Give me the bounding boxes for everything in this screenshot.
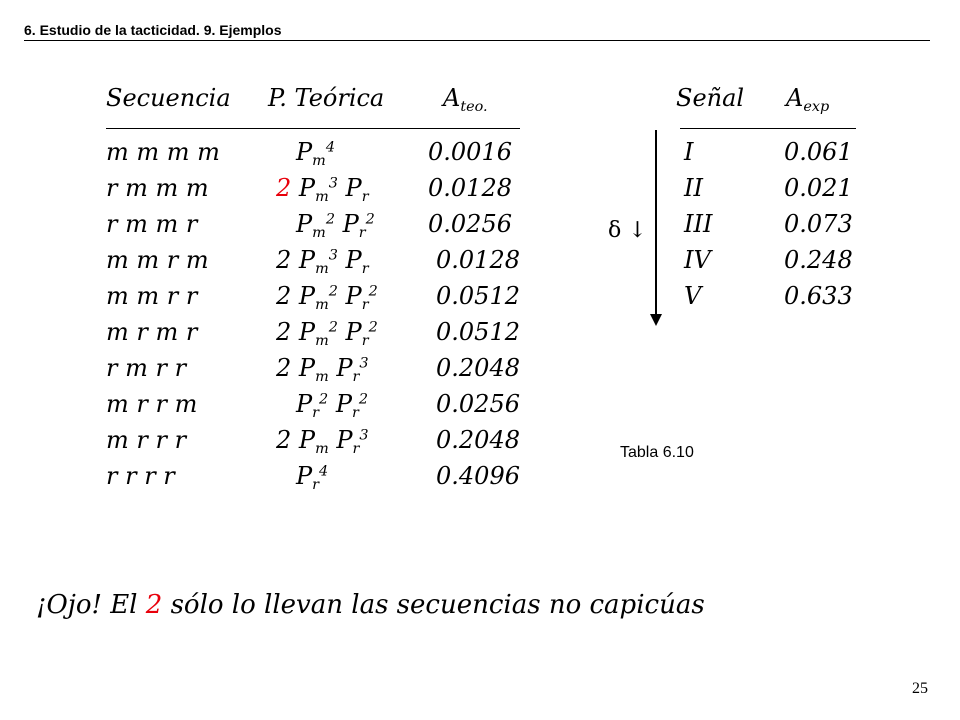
probability-cell bbox=[276, 354, 369, 386]
signal-label: I bbox=[684, 138, 694, 166]
down-arrow-icon bbox=[655, 130, 657, 316]
prob-term-1-sub: r bbox=[312, 477, 320, 494]
sequence-cell: r m r r bbox=[106, 354, 187, 382]
theoretical-value: 0.0256 bbox=[436, 390, 520, 418]
prob-term-1-exp: 4 bbox=[319, 463, 329, 480]
theoretical-value: 0.2048 bbox=[436, 354, 520, 382]
prob-term-2: P bbox=[336, 354, 353, 382]
probability-cell bbox=[276, 246, 369, 278]
signal-label: IV bbox=[684, 246, 711, 274]
prob-term-2-exp: 2 bbox=[368, 319, 378, 336]
signal-label: II bbox=[684, 174, 703, 202]
delta-label: δ ↓ bbox=[608, 218, 647, 243]
probability-cell bbox=[296, 210, 375, 242]
sequence-cell: m m r r bbox=[106, 282, 198, 310]
signal-value: 0.633 bbox=[784, 282, 853, 310]
prob-term-1-sub: m bbox=[315, 189, 329, 206]
prob-term-2-exp: 2 bbox=[358, 391, 369, 408]
a-theo-base: A bbox=[443, 84, 461, 112]
page-number: 25 bbox=[912, 680, 928, 697]
probability-cell bbox=[296, 462, 329, 494]
prob-term-1-exp: 2 bbox=[328, 319, 338, 336]
prob-term-1-sub: r bbox=[312, 405, 320, 422]
theoretical-value: 0.0128 bbox=[428, 174, 512, 202]
coefficient: 2 bbox=[276, 426, 292, 454]
prob-term-2-sub: r bbox=[358, 225, 366, 242]
prob-term-1: P bbox=[296, 390, 313, 418]
footnote-after: sólo lo llevan las secuencias no capicúas bbox=[162, 590, 705, 620]
theoretical-value: 0.0128 bbox=[436, 246, 520, 274]
prob-term-2: P bbox=[345, 282, 362, 310]
prob-term-1: P bbox=[298, 282, 316, 310]
theoretical-value: 0.0016 bbox=[428, 138, 512, 166]
prob-term-2: P bbox=[342, 210, 359, 238]
signal-label: III bbox=[684, 210, 713, 238]
prob-term-1-sub: m bbox=[315, 261, 329, 278]
a-exp-sub: exp bbox=[803, 99, 830, 116]
prob-term-1: P bbox=[298, 354, 316, 382]
theoretical-value: 0.0512 bbox=[436, 318, 520, 346]
arrow-head-icon bbox=[650, 314, 662, 326]
probability-cell bbox=[276, 282, 378, 314]
footnote-highlight: 2 bbox=[145, 590, 163, 620]
signal-value: 0.073 bbox=[784, 210, 853, 238]
sequence-cell: m m m m bbox=[106, 138, 220, 166]
prob-term-1-sub: m bbox=[312, 225, 326, 242]
prob-term-2-sub: r bbox=[361, 261, 369, 278]
slide-header: 6. Estudio de la tacticidad. 9. Ejemplos bbox=[24, 22, 282, 38]
prob-term-1-exp: 2 bbox=[328, 283, 338, 300]
sequence-cell: m m r m bbox=[106, 246, 209, 274]
signal-label: V bbox=[684, 282, 702, 310]
probability-cell bbox=[276, 174, 369, 206]
coefficient: 2 bbox=[276, 174, 292, 202]
col-header-p-theory: P. Teórica bbox=[268, 84, 385, 112]
a-theo-sub: teo. bbox=[460, 99, 488, 116]
prob-term-2-exp: 3 bbox=[359, 355, 369, 372]
prob-term-1-exp: 4 bbox=[325, 139, 335, 156]
coefficient: 2 bbox=[276, 282, 292, 310]
footnote-before: ¡Ojo! El bbox=[36, 590, 146, 620]
prob-term-1-sub: m bbox=[315, 333, 329, 350]
prob-term-1-sub: m bbox=[312, 153, 326, 170]
prob-term-1-exp: 3 bbox=[328, 175, 338, 192]
prob-term-2-exp: 2 bbox=[368, 283, 378, 300]
col-header-signal: Señal bbox=[676, 84, 745, 112]
table-divider bbox=[106, 128, 520, 129]
prob-term-1: P bbox=[298, 426, 316, 454]
sequence-cell: m r r r bbox=[106, 426, 187, 454]
prob-term-2: P bbox=[345, 246, 362, 274]
prob-term-2-exp: 3 bbox=[359, 427, 369, 444]
prob-term-1-exp: 2 bbox=[325, 211, 335, 228]
prob-term-2-sub: r bbox=[361, 189, 369, 206]
prob-term-1-sub: m bbox=[315, 441, 329, 458]
prob-term-2: P bbox=[335, 390, 352, 418]
prob-term-2-sub: r bbox=[352, 405, 359, 422]
sequence-cell: m r m r bbox=[106, 318, 198, 346]
coefficient: 2 bbox=[276, 354, 292, 382]
theoretical-value: 0.4096 bbox=[436, 462, 520, 490]
prob-term-1: P bbox=[296, 138, 313, 166]
prob-term-1-sub: m bbox=[315, 297, 329, 314]
header-divider bbox=[24, 40, 930, 41]
theoretical-value: 0.0512 bbox=[436, 282, 520, 310]
prob-term-1-sub: m bbox=[315, 369, 329, 386]
coefficient: 2 bbox=[276, 318, 292, 346]
probability-cell bbox=[296, 390, 369, 422]
prob-term-2-exp: 2 bbox=[365, 211, 375, 228]
prob-term-1: P bbox=[298, 174, 316, 202]
prob-term-1-exp: 3 bbox=[328, 247, 338, 264]
coefficient: 2 bbox=[276, 246, 292, 274]
table-caption: Tabla 6.10 bbox=[620, 444, 694, 461]
sequence-cell: r m m r bbox=[106, 210, 198, 238]
probability-cell bbox=[276, 318, 378, 350]
prob-term-2-sub: r bbox=[352, 441, 360, 458]
a-exp-base: A bbox=[786, 84, 804, 112]
prob-term-2-sub: r bbox=[361, 297, 369, 314]
sequence-cell: m r r m bbox=[106, 390, 198, 418]
sequence-cell: r r r r bbox=[106, 462, 175, 490]
signal-value: 0.061 bbox=[784, 138, 853, 166]
prob-term-1: P bbox=[296, 462, 313, 490]
prob-term-1-exp: 2 bbox=[319, 391, 329, 408]
probability-cell bbox=[296, 138, 335, 170]
prob-term-2-sub: r bbox=[361, 333, 369, 350]
sequence-cell: r m m m bbox=[106, 174, 209, 202]
prob-term-2: P bbox=[345, 318, 362, 346]
prob-term-1: P bbox=[298, 246, 316, 274]
prob-term-2: P bbox=[345, 174, 362, 202]
probability-cell bbox=[276, 426, 369, 458]
theoretical-value: 0.0256 bbox=[428, 210, 512, 238]
theoretical-value: 0.2048 bbox=[436, 426, 520, 454]
prob-term-1: P bbox=[296, 210, 313, 238]
col-header-a-theo bbox=[443, 84, 488, 116]
footnote bbox=[36, 590, 705, 620]
prob-term-2: P bbox=[336, 426, 353, 454]
prob-term-1: P bbox=[298, 318, 316, 346]
signal-value: 0.248 bbox=[784, 246, 853, 274]
signals-divider bbox=[680, 128, 856, 129]
col-header-a-exp bbox=[786, 84, 830, 116]
signal-value: 0.021 bbox=[784, 174, 853, 202]
prob-term-2-sub: r bbox=[352, 369, 360, 386]
col-header-sequence: Secuencia bbox=[106, 84, 231, 112]
